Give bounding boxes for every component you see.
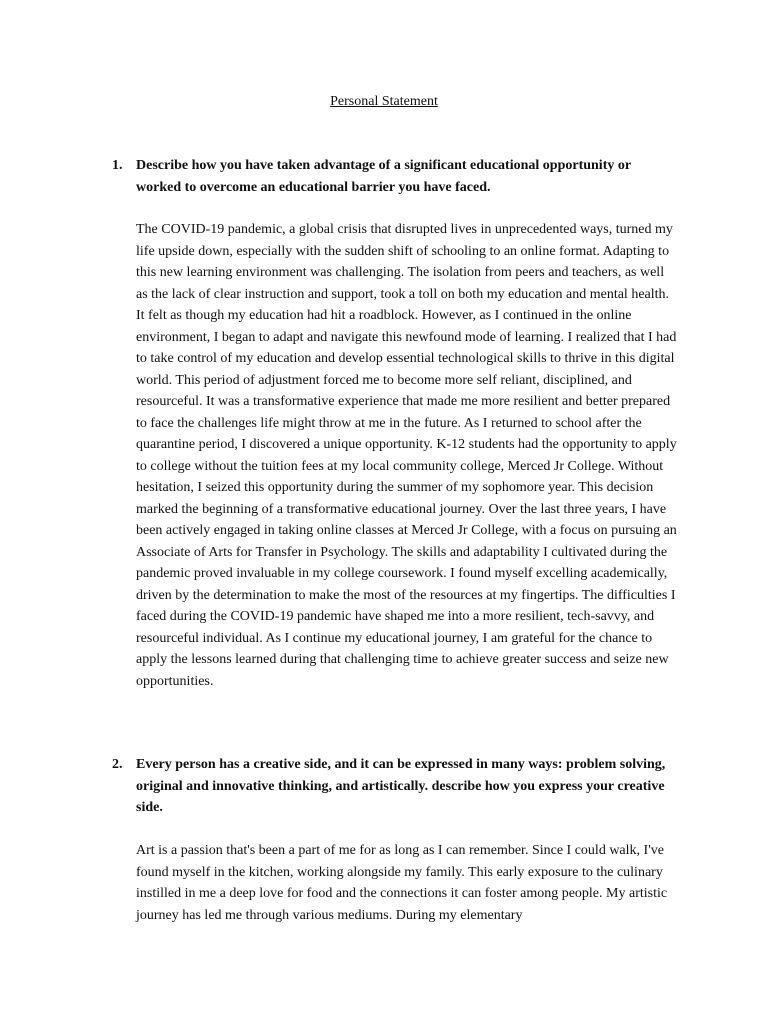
question-2 <box>112 754 672 819</box>
question-text: Describe how you have taken advantage of a significant educational opportunity or worked to overcome an educational barrier you have faced. <box>136 158 631 195</box>
question-text: Every person has a creative side, and it can be expressed in many ways: problem solving, original and innovative thinking, and artistically. describe how you express your creative side. <box>136 757 666 815</box>
page-title: Personal Statement <box>330 94 438 109</box>
answer-2: Art is a passion that's been a part of me for as long as I can remember. Since I could walk, I've found myself in the kitchen, working alongside my family. This early exposure to the culinary instilled in me a deep love for food and the connections it can foster among people. My artistic journey has led me through various mediums. During my elementary <box>136 843 668 923</box>
question-number: 1. <box>112 158 123 173</box>
answer-1: The COVID-19 pandemic, a global crisis that disrupted lives in unprecedented ways, turned my life upside down, especially with the sudden shift of schooling to an online format. Adapting to this new learning environment was challenging. The isolation from peers and teachers, as well as the lack of clear instruction and support, took a toll on both my education and mental health. It felt as though my education had hit a roadblock. However, as I continued in the online environment, I began to adapt and navigate this newfound mode of learning. I realized that I had to take control of my education and develop essential technological skills to thrive in this digital world. This period of adjustment forced me to become more self reliant, disciplined, and resourceful. It was a transformative experience that made me more resilient and better prepared to face the challenges life might throw at me in the future. As I returned to school after the quarantine period, I discovered a unique opportunity. K-12 students had the opportunity to apply to college without the tuition fees at my local community college, Merced Jr College. Without hesitation, I seized this opportunity during the summer of my sophomore year. This decision marked the beginning of a transformative educational journey. Over the last three years, I have been actively engaged in taking online classes at Merced Jr College, with a focus on pursuing an Associate of Arts for Transfer in Psychology. The skills and adaptability I cultivated during the pandemic proved invaluable in my college coursework. I found myself excelling academically, driven by the determination to make the most of the resources at my fingertips. The difficulties I faced during the COVID-19 pandemic have shaped me into a more resilient, tech-savvy, and resourceful individual. As I continue my educational journey, I am grateful for the chance to apply the lessons learned during that challenging time to achieve greater success and seize new opportunities. <box>136 222 677 689</box>
question-1 <box>112 155 672 198</box>
question-number: 2. <box>112 757 123 772</box>
